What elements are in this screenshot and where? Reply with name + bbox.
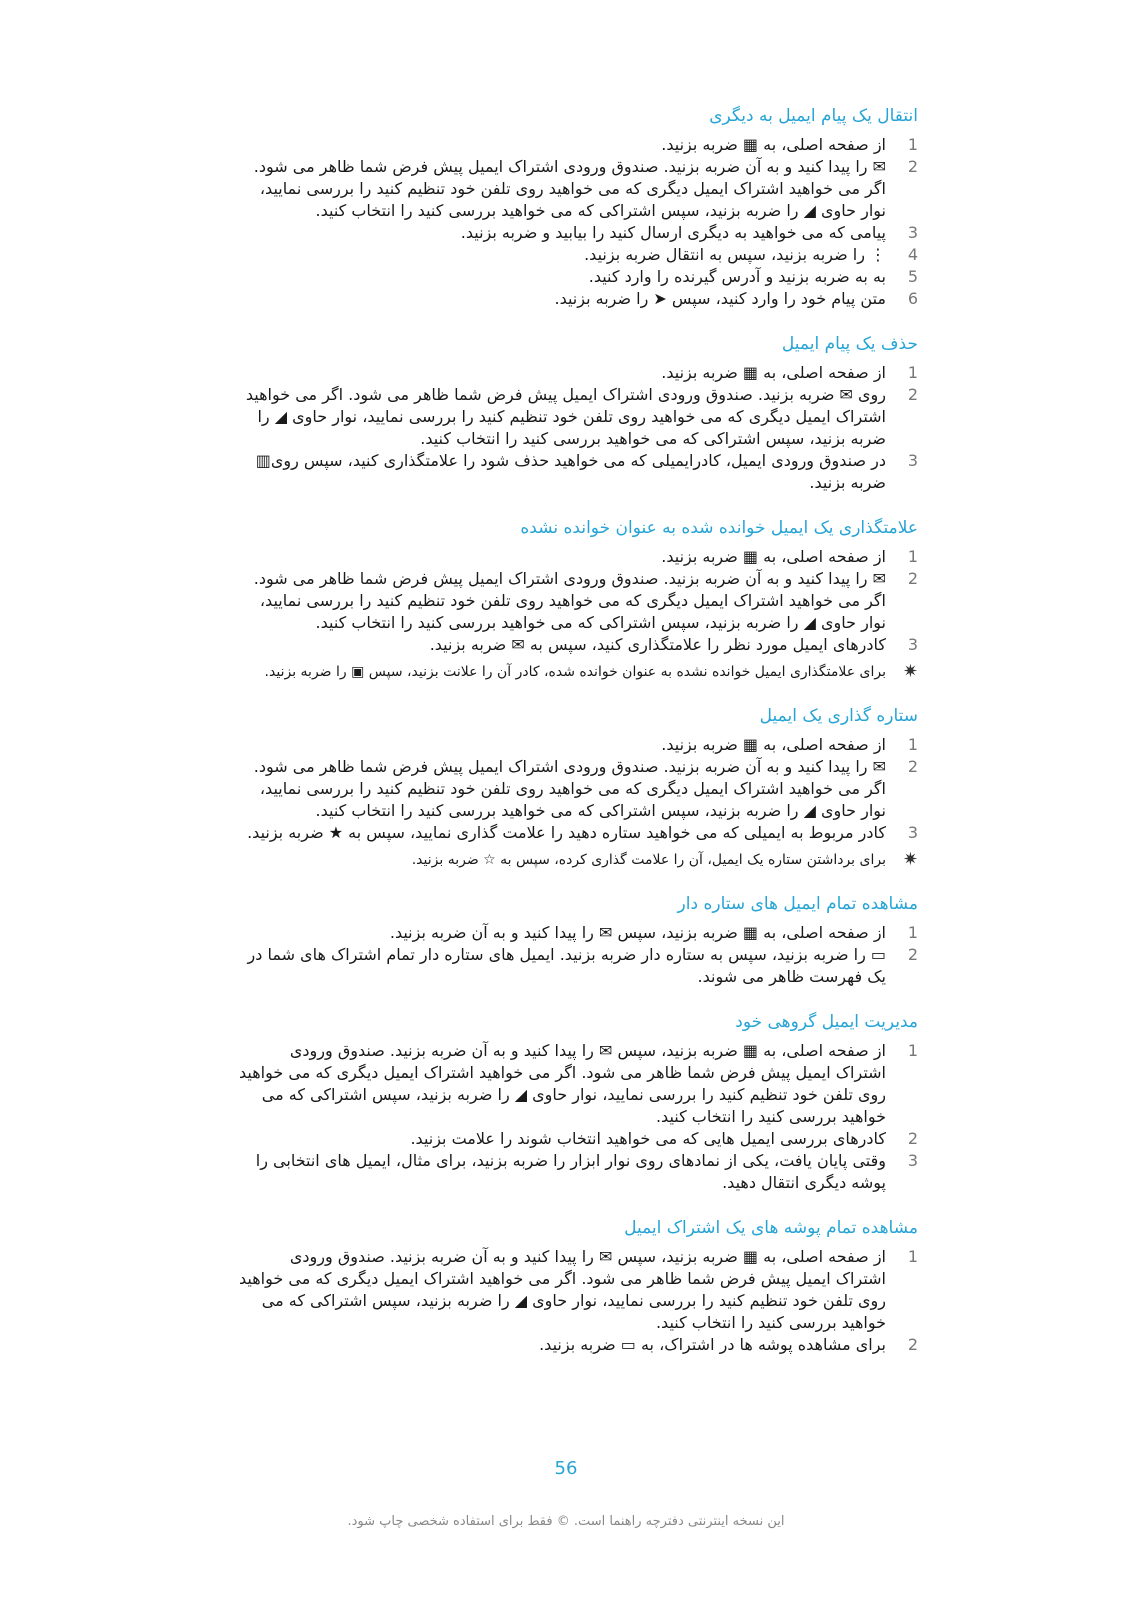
- step-number: 1: [907, 135, 918, 154]
- step-text: از صفحه اصلی، به ▦ ضربه بزنید، سپس ✉ را پیدا کنید و به آن ضربه بزنید.: [389, 923, 886, 942]
- tip: [205, 850, 918, 870]
- step-number: 2: [907, 757, 918, 776]
- step-number: 3: [907, 223, 918, 242]
- step-number: 2: [907, 569, 918, 588]
- section-batch-manage: [205, 1010, 918, 1194]
- step-number: 3: [907, 451, 918, 470]
- lightbulb-icon: ✷: [902, 849, 918, 870]
- footer-note: این نسخه اینترنتی دفترچه راهنما است. © فقط برای استفاده شخصی چاپ شود.: [347, 1514, 785, 1529]
- step-text: از صفحه اصلی، به ▦ ضربه بزنید.: [661, 363, 886, 382]
- step-number: 4: [907, 245, 918, 264]
- section-forward-email: [205, 104, 918, 310]
- section-heading: ستاره گذاری یک ایمیل: [759, 706, 918, 726]
- step: [205, 922, 918, 944]
- step-text: وقتی پایان یافت، یکی از نمادهای روی نوار ابزار را ضربه بزنید، برای مثال، ایمیل های انتخابی را پوشه دیگری انتقال دهید.: [255, 1151, 886, 1192]
- section-heading: مشاهده تمام پوشه های یک اشتراک ایمیل: [624, 1218, 918, 1238]
- step-number: 2: [907, 1129, 918, 1148]
- step-number: 1: [907, 547, 918, 566]
- step-text: برای مشاهده پوشه ها در اشتراک، به ▭ ضربه بزنید.: [539, 1335, 886, 1354]
- step-number: 1: [907, 1041, 918, 1060]
- step: [205, 734, 918, 756]
- step-number: 2: [907, 1335, 918, 1354]
- section-star-email: [205, 704, 918, 870]
- step-number: 1: [907, 923, 918, 942]
- step-text: روی ✉ ضربه بزنید. صندوق ورودی اشتراک ایمیل پیش فرض شما ظاهر می شود. اگر می خواهید اشتراک ایمیل دیگری که می خواهید روی تلفن خود تنظیم کنید را بررسی نمایید، نوار حاوی ◢ را ضربه بزنید، سپس اشتراکی که می خواهید بررسی کنید را انتخاب کنید.: [245, 385, 886, 448]
- step-number: 3: [907, 1151, 918, 1170]
- step: [205, 1246, 918, 1334]
- step-number: 5: [907, 267, 918, 286]
- step: [205, 384, 918, 450]
- step: [205, 1040, 918, 1128]
- step: [205, 244, 918, 266]
- step: [205, 1150, 918, 1194]
- section-mark-unread: [205, 516, 918, 682]
- step: [205, 362, 918, 384]
- step: [205, 288, 918, 310]
- step-number: 1: [907, 363, 918, 382]
- step-text: از صفحه اصلی، به ▦ ضربه بزنید، سپس ✉ را پیدا کنید و به آن ضربه بزنید. صندوق ورودی اشتراک ایمیل پیش فرض شما ظاهر می شود. اگر می خواهید اشتراک ایمیل دیگری که می خواهید روی تلفن خود تنظیم کنید را بررسی نمایید، نوار حاوی ◢ را ضربه بزنید، سپس اشتراکی که می خواهید بررسی کنید را انتخاب کنید.: [239, 1041, 886, 1126]
- step: [205, 134, 918, 156]
- section-heading: انتقال یک پیام ایمیل به دیگری: [709, 106, 918, 126]
- lightbulb-icon: ✷: [902, 661, 918, 682]
- step-number: 3: [907, 823, 918, 842]
- step-text: ✉ را پیدا کنید و به آن ضربه بزنید. صندوق ورودی اشتراک ایمیل پیش فرض شما ظاهر می شود. اگر می خواهید اشتراک ایمیل دیگری که می خواهید روی تلفن خود تنظیم کنید را بررسی نمایید، نوار حاوی ◢ را ضربه بزنید، سپس اشتراکی که می خواهید بررسی کنید را انتخاب کنید.: [253, 569, 886, 632]
- step-text: کادرهای بررسی ایمیل هایی که می خواهید انتخاب شوند را علامت بزنید.: [410, 1129, 886, 1148]
- step: [205, 756, 918, 822]
- step-text: ✉ را پیدا کنید و به آن ضربه بزنید. صندوق ورودی اشتراک ایمیل پیش فرض شما ظاهر می شود. اگر می خواهید اشتراک ایمیل دیگری که می خواهید روی تلفن خود تنظیم کنید را بررسی نمایید، نوار حاوی ◢ را ضربه بزنید، سپس اشتراکی که می خواهید بررسی کنید را انتخاب کنید.: [253, 757, 886, 820]
- section-view-folders: [205, 1216, 918, 1356]
- page-content: [205, 104, 918, 1378]
- section-delete-email: [205, 332, 918, 494]
- step-number: 2: [907, 945, 918, 964]
- step: [205, 222, 918, 244]
- step: [205, 944, 918, 988]
- step-number: 3: [907, 635, 918, 654]
- step: [205, 266, 918, 288]
- step-text: از صفحه اصلی، به ▦ ضربه بزنید، سپس ✉ را پیدا کنید و به آن ضربه بزنید. صندوق ورودی اشتراک ایمیل پیش فرض شما ظاهر می شود. اگر می خواهید اشتراک ایمیل دیگری که می خواهید روی تلفن خود تنظیم کنید را بررسی نمایید، نوار حاوی ◢ را ضربه بزنید، سپس اشتراکی که می خواهید بررسی کنید را انتخاب کنید.: [239, 1247, 886, 1332]
- step: [205, 546, 918, 568]
- step-text: ✉ را پیدا کنید و به آن ضربه بزنید. صندوق ورودی اشتراک ایمیل پیش فرض شما ظاهر می شود. اگر می خواهید اشتراک ایمیل دیگری که می خواهید روی تلفن خود تنظیم کنید را بررسی نمایید، نوار حاوی ◢ را ضربه بزنید، سپس اشتراکی که می خواهید بررسی کنید را انتخاب کنید.: [253, 157, 886, 220]
- step-number: 1: [907, 1247, 918, 1266]
- step: [205, 156, 918, 222]
- step-text: ⋮ را ضربه بزنید، سپس به انتقال ضربه بزنید.: [584, 245, 886, 264]
- section-heading: مدیریت ایمیل گروهی خود: [735, 1012, 918, 1032]
- step-text: متن پیام خود را وارد کنید، سپس ➤ را ضربه بزنید.: [554, 289, 886, 308]
- step-text: ▭ را ضربه بزنید، سپس به ستاره دار ضربه بزنید. ایمیل های ستاره دار تمام اشتراک های شما در یک فهرست ظاهر می شوند.: [247, 945, 886, 986]
- step-text: پیامی که می خواهید به دیگری ارسال کنید را بیابید و ضربه بزنید.: [460, 223, 886, 242]
- step-text: به به ضربه بزنید و آدرس گیرنده را وارد کنید.: [588, 267, 886, 286]
- step-text: در صندوق ورودی ایمیل، کادرایمیلی که می خواهید حذف شود را علامتگذاری کنید، سپس روی▥ ضربه بزنید.: [255, 451, 886, 492]
- section-heading: حذف یک پیام ایمیل: [781, 334, 918, 354]
- page-number: 56: [554, 1458, 578, 1479]
- step: [205, 822, 918, 844]
- section-heading: علامتگذاری یک ایمیل خوانده شده به عنوان خوانده نشده: [520, 518, 918, 538]
- step-text: از صفحه اصلی، به ▦ ضربه بزنید.: [661, 735, 886, 754]
- step-number: 6: [907, 289, 918, 308]
- step-number: 2: [907, 157, 918, 176]
- tip-text: برای برداشتن ستاره یک ایمیل، آن را علامت گذاری کرده، سپس به ☆ ضربه بزنید.: [411, 852, 886, 868]
- section-heading: مشاهده تمام ایمیل های ستاره دار: [677, 894, 918, 914]
- step-text: کادر مربوط به ایمیلی که می خواهید ستاره دهید را علامت گذاری نمایید، سپس به ★ ضربه بزنید.: [247, 823, 886, 842]
- tip-text: برای علامتگذاری ایمیل خوانده نشده به عنوان خوانده شده، کادر آن را علانت بزنید، سپس ▣ را ضربه بزنید.: [264, 664, 886, 680]
- step: [205, 568, 918, 634]
- section-view-starred: [205, 892, 918, 988]
- tip: [205, 662, 918, 682]
- step-text: از صفحه اصلی، به ▦ ضربه بزنید.: [661, 547, 886, 566]
- step-number: 2: [907, 385, 918, 404]
- step: [205, 450, 918, 494]
- step-text: کادرهای ایمیل مورد نظر را علامتگذاری کنید، سپس به ✉ ضربه بزنید.: [429, 635, 886, 654]
- step: [205, 634, 918, 656]
- step-text: از صفحه اصلی، به ▦ ضربه بزنید.: [661, 135, 886, 154]
- step: [205, 1334, 918, 1356]
- step-number: 1: [907, 735, 918, 754]
- step: [205, 1128, 918, 1150]
